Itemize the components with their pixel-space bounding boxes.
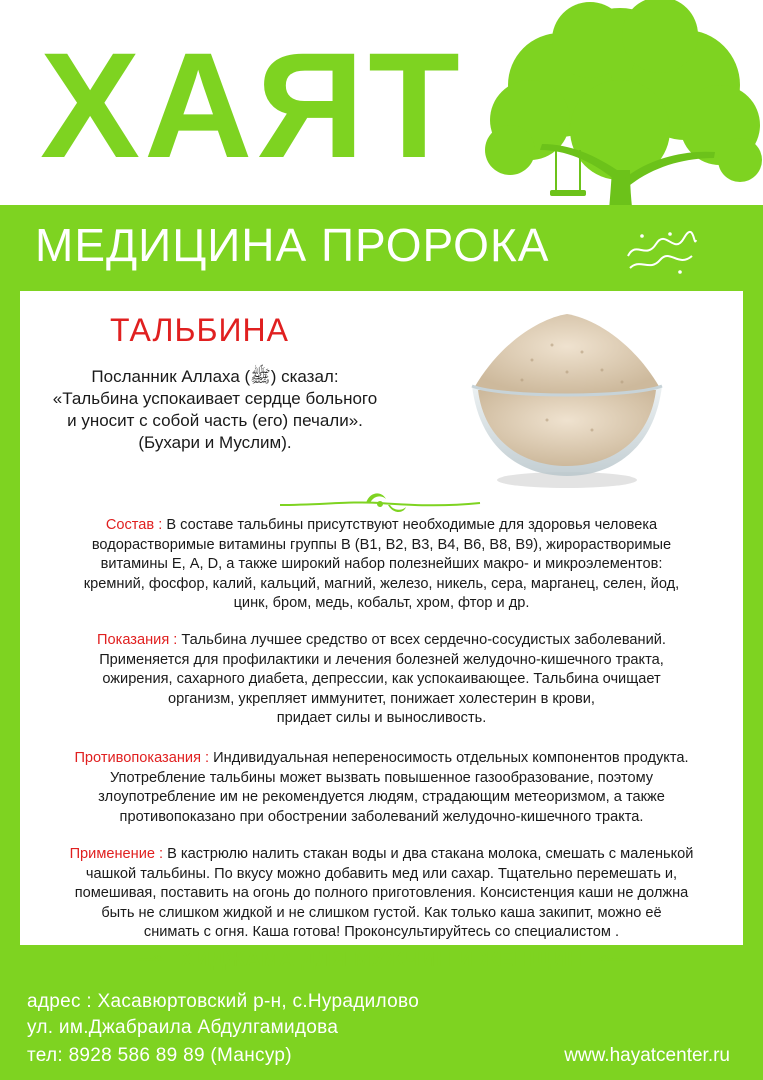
banner-text: ХИДЖАМА ДЛЯ МУЖЧИН И ЖЕНЩИН	[180, 948, 583, 971]
section-line: Применяется для профилактики и лечения болезней желудочно-кишечного тракта,	[99, 651, 664, 668]
quote-line: Посланник Аллаха (ﷺ) сказал:	[91, 367, 339, 386]
ornament-left-icon	[130, 952, 166, 968]
section-line: чашкой тальбины. По вкусу можно добавить мед или сахар. Тщательно перемешать и,	[85, 865, 678, 882]
section-line	[30, 516, 733, 536]
phone-number[interactable]: тел: 8928 586 89 89 (Мансур)	[27, 1045, 292, 1066]
quote-line: «Тальбина успокаивает сердце больного	[52, 389, 378, 408]
product-title: ТАЛЬБИНА	[110, 312, 289, 348]
section-line	[30, 845, 733, 865]
section-line	[30, 749, 733, 769]
website-link[interactable]: www.hayatcenter.ru	[564, 1045, 730, 1066]
section-line: витамины Е, А, D, а также широкий набор полезнейших макро- и микроэлементов:	[100, 556, 663, 572]
calligraphy-emblem	[622, 226, 700, 276]
ornament-divider	[270, 487, 490, 517]
hadith-quote	[30, 366, 400, 454]
brand-title: ХАЯТ	[40, 21, 464, 189]
section-line: помешивая, поставить на огонь до полного приготовления. Консистенция каши не должна	[74, 885, 689, 901]
address-line: адрес : Хасавюртовский р-н, с.Нурадилово	[27, 991, 420, 1012]
section-contraindications	[30, 749, 733, 827]
section-label: Противопоказания :	[74, 750, 210, 766]
ornament-right-icon	[597, 952, 633, 968]
section-text: Тальбина лучшее средство от всех сердечно-сосудистых заболеваний.	[177, 632, 666, 648]
talbina-bowl-image	[462, 300, 672, 490]
section-text: Индивидуальная непереносимость отдельных компонентов продукта.	[209, 750, 689, 766]
section-line: цинк, бром, медь, кобальт, хром, фтор и др.	[233, 595, 530, 611]
section-line: противопоказано при обострении заболеваний желудочно-кишечного тракта.	[119, 808, 644, 825]
section-line: быть не слишком жидкой и не слишком густой. Как только каша закипит, можно её	[101, 904, 662, 921]
section-label: Применение :	[69, 846, 164, 862]
section-label: Показания :	[97, 632, 178, 648]
section-line: злоупотребление им не рекомендуется людям, страдающим метеоризмом, а также	[98, 789, 665, 805]
section-line: кремний, фосфор, калий, кальций, магний, железо, никель, сера, марганец, селен, йод,	[83, 575, 680, 592]
quote-line: (Бухари и Муслим).	[138, 433, 292, 452]
section-line: ожирения, сахарного диабета, депрессии, как успокаивающее. Тальбина очищает	[102, 671, 661, 687]
subtitle: МЕДИЦИНА ПРОРОКА	[35, 219, 550, 271]
section-text: В кастрюлю налить стакан воды и два стакана молока, смешать с маленькой	[163, 846, 694, 862]
section-line	[30, 631, 733, 651]
section-text: В составе тальбины присутствуют необходимые для здоровья человека	[162, 517, 658, 533]
section-line: организм, укрепляет иммунитет, понижает холестерин в крови,	[168, 690, 595, 707]
section-line: снимать с огня. Каша готова! Проконсультируйтесь со специалистом .	[143, 924, 620, 940]
section-indications	[30, 631, 733, 729]
section-line: водорастворимые витамины группы В (В1, В2, В3, В4, В6, В8, В9), жирорастворимые	[91, 536, 672, 553]
hijama-banner	[20, 945, 743, 975]
section-label: Состав :	[105, 517, 163, 533]
section-composition	[30, 516, 733, 614]
quote-line: и уносит с собой часть (его) печали».	[67, 411, 363, 430]
address-street: ул. им.Джабраила Абдулгамидова	[27, 1017, 339, 1038]
section-line: Употребление тальбины может вызвать повышенное газообразование, поэтому	[109, 769, 654, 786]
section-usage	[30, 845, 733, 943]
section-line: придает силы и выносливость.	[276, 710, 487, 726]
